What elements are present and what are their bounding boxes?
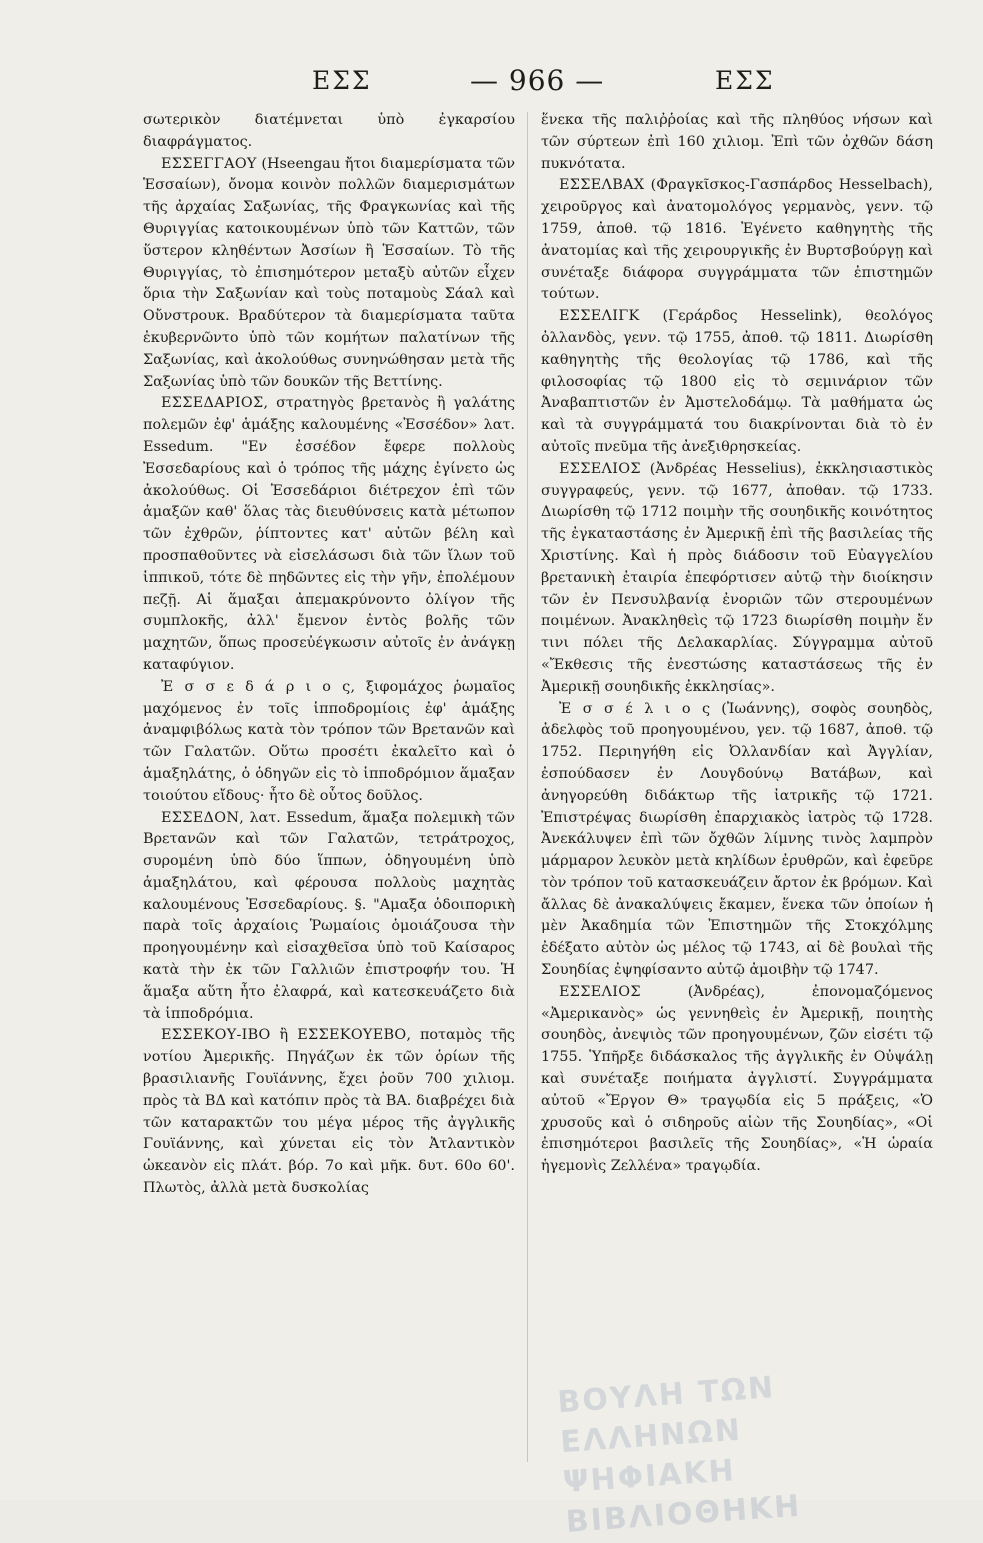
entry-text: ξιφομάχος ῥωμαῖος μαχόμενος ἐν τοῖς ἱπποδρομίοις ἐφ' ἁμάξης ἀναμφιβόλως κατὰ τὸν τρόπον τῶν Βρετανῶν καὶ τῶν Γαλατῶν. Οὕτω προσέτι ἐκαλεῖτο καὶ ὁ ἁμαξηλάτης, ὁ ὁδηγῶν εἰς τὸ ἱπποδρόμιον ἅμαξαν τοιούτου εἴδους· ἦτο δὲ οὗτος δοῦλος. bbox=[143, 678, 515, 804]
entry-essedon bbox=[143, 808, 515, 1026]
entry-hesselius-ioannes bbox=[541, 699, 933, 982]
entry-continuation bbox=[541, 110, 933, 175]
entry-text: λατ. Essedum, ἅμαξα πολεμικὴ τῶν Βρετανῶν καὶ τῶν Γαλατῶν, τετράτροχος, συρομένη ὑπὸ δύο ἵππων, ὁδηγουμένη ὑπὸ ἁμαξηλάτου, καὶ φέρουσα πολλοὺς μαχητὰς καλουμένους Ἐσσεδαρίους. §. "Αμαξα ὁδοιπορικὴ παρὰ τοῖς ἀρχαίοις Ῥωμαίοις ὁμοιάζουσα τὴν προηγουμένην καὶ εἰσαχθεῖσα ὑπὸ τοῦ Καίσαρος κατὰ τὴν ἐκ τῶν Γαλλιῶν ἐπιστροφήν του. Ἡ ἅμαξα αὕτη ἦτο ἐλαφρά, καὶ κατεσκευάζετο διὰ τὰ ἱπποδρόμια. bbox=[143, 809, 515, 1022]
entry-hesselius-andreas bbox=[541, 459, 933, 699]
entry-essedarios-sub bbox=[143, 677, 515, 808]
entry-headword: ΕΣΣΕΛΙΓΚ bbox=[559, 308, 640, 325]
entry-headword: Ἐ σ σ ε δ ά ρ ι ο ς, bbox=[161, 678, 356, 695]
entry-text: (Ἰωάννης), σοφὸς σουηδὸς, ἀδελφὸς τοῦ προηγουμένου, γεν. τῷ 1687, ἀποθ. τῷ 1752. Περιηγήθη εἰς Ὀλλανδίαν καὶ Ἀγγλίαν, ἐσπούδασεν ἐν Λουγδούνῳ Βατάβων, καὶ ἀνηγορεύθη διδάκτωρ τῆς ἰατρικῆς τῷ 1721. Ἐπιστρέψας διωρίσθη ἐπαρχιακὸς ἰατρὸς τῷ 1728. Ἀνεκάλυψεν ἐπὶ τῶν ὄχθῶν λίμνης τινὸς λαμπρὸν μάρμαρον λευκὸν μετὰ κηλίδων ἐρυθρῶν, καὶ ἐφεῦρε τὸν τρόπον τοῦ κατασκευάζειν ἄρτον ἐκ βρόμων. Καὶ ἄλλας δὲ ἀνακαλύψεις ἔκαμεν, ἕνεκα τῶν ὁποίων ἡ μὲν Ἀκαδημία τῶν Ἐπιστημῶν τῆς Στοκχόλμης ἐδέξατο αὐτὸν ὡς μέλος τῷ 1743, αἱ δὲ βουλαὶ τῆς Σουηδίας ἐψηφίσαντο αὐτῷ ἀμοιβὴν τῷ 1747. bbox=[541, 700, 933, 979]
entry-text: ἕνεκα τῆς παλιῤῥοίας καὶ τῆς πληθύος νήσων καὶ τῶν σύρτεων ἐπὶ 160 χιλιομ. Ἐπὶ τῶν ὀχθῶν δάση πυκνότατα. bbox=[541, 112, 933, 172]
entry-text: σωτερικὸν διατέμνεται ὑπὸ ἐγκαρσίου διαφράγματος. bbox=[143, 112, 515, 150]
entry-hesselink bbox=[541, 306, 933, 459]
entry-headword: Ἐ σ σ έ λ ι ο ς bbox=[559, 700, 711, 717]
entry-headword: ΕΣΣΕΔΑΡΙΟΣ, bbox=[161, 395, 269, 412]
entry-headword: ΕΣΣΕΛΙΟΣ bbox=[559, 983, 641, 1000]
entry-text: (Ἀνδρέας), ἐπονομαζόμενος «Ἀμερικανὸς» ὡς γεννηθεὶς ἐν Ἀμερικῇ, ποιητὴς σουηδὸς, ἀνεψιὸς τῶν προηγουμένων, ζῶν εἰσέτι τῷ 1755. Ὑπῆρξε διδάσκαλος τῆς ἀγγλικῆς ἐν Οὐψάλῃ καὶ συνέταξε ποιήματα ἀγγλιστί. Συγγράμματα αὐτοῦ «Ἔργον Θ» τραγῳδία εἰς 5 πράξεις, «Ὁ χρυσοῦς καὶ ὁ σιδηροῦς αἰὼν τῆς Σουηδίας», «Οἱ ἐπισημότεροι βασιλεῖς τῆς Σουηδίας», «Ἡ ὡραία ἡγεμονὶς Ζελλένα» τραγῳδία. bbox=[541, 983, 933, 1175]
entry-text: (Hseengau ἤτοι διαμερίσματα τῶν Ἑσσαίων), ὄνομα κοινὸν πολλῶν διαμερισμάτων τῆς ἀρχαίας Σαξωνίας, τῆς Φραγκωνίας καὶ τῆς Θυριγγίας κατοικουμένων ὑπὸ τῶν Καττῶν, τῶν ὕστερον κληθέντων Ἀσσίων ἢ Ἑσσαίων. Τὸ τῆς Θυριγγίας, τὸ ἐπισημότερον μεταξὺ αὐτῶν εἶχεν ὅρια τὴν Σαξωνίαν καὶ τοὺς ποταμοὺς Σάαλ καὶ Οὔνστρουκ. Βραδύτερον τὰ διαμερίσματα ταῦτα ἐκυβερνῶντο ὑπὸ τῶν κομήτων παλατίνων τῆς Σαξωνίας, καὶ ἀκολούθως συνηνώθησαν μετὰ τῆς Σαξωνίας ὑπὸ τῶν δουκῶν τῆς Βεττίνης. bbox=[143, 155, 515, 390]
entry-hesselbach bbox=[541, 175, 933, 306]
right-guide-word: ΕΣΣ bbox=[715, 66, 775, 95]
entry-headword: ΕΣΣΕΔΟΝ, bbox=[161, 809, 245, 826]
entry-essengau bbox=[143, 154, 515, 394]
entry-headword: ΕΣΣΕΛΙΟΣ bbox=[559, 460, 641, 477]
page-number: — 966 — bbox=[470, 64, 605, 97]
entry-headword: ΕΣΣΕΚΟΥ-ΙΒΟ ἢ ΕΣΣΕΚΟΥΕΒΟ, bbox=[161, 1027, 412, 1044]
entry-essekouibo bbox=[143, 1025, 515, 1199]
entry-essedarios bbox=[143, 393, 515, 676]
entry-text: (Ἀνδρέας Hesselius), ἐκκλησιαστικὸς συγγραφεύς, γενν. τῷ 1677, ἀποθαν. τῷ 1733. Διωρίσθη τῷ 1712 ποιμὴν τῆς σουηδικῆς κοινότητος τῆς ἐγκαταστάσης ἐν Ἀμερικῇ ἐπὶ τῆς βασιλείας τῆς Χριστίνης. Καὶ ἡ πρὸς διάδοσιν τοῦ Εὐαγγελίου βρετανικὴ ἑταιρία ἐπεφόρτισεν αὐτῷ τὴν διοίκησιν τῶν ἐν Πενσυλβανίᾳ ἐνοριῶν τῶν στερουμένων ποιμένων. Ἀνακληθεὶς τῷ 1723 διωρίσθη ποιμὴν ἔν τινι πόλει τῆς Δελακαρλίας. Σύγγραμμα αὐτοῦ «Ἔκθεσις τῆς ἐνεστώσης καταστάσεως τῆς ἐν Ἀμερικῇ σουηδικῆς ἐκκλησίας». bbox=[541, 460, 933, 695]
left-column bbox=[143, 110, 515, 1470]
column-divider bbox=[527, 112, 528, 1462]
watermark-line: ΨΗΦΙΑΚΗ ΒΙΒΛΙΟΘΗΚΗ bbox=[561, 1453, 803, 1541]
entry-text: ποταμὸς τῆς νοτίου Ἀμερικῆς. Πηγάζων ἐκ τῶν ὁρίων τῆς βρασιλιανῆς Γουϊάννης, ἔχει ῥοῦν 700 χιλιομ. πρὸς τὰ ΒΔ καὶ κατόπιν πρὸς τὰ ΒΑ. διαβρέχει διὰ τῶν καταρακτῶν του μέγα μέρος τῆς ἀγγλικῆς Γουϊάννης, καὶ χύνεται εἰς τὸν Ἀτλαντικὸν ὠκεανὸν εἰς πλάτ. βόρ. 7ο καὶ μῆκ. δυτ. 60ο 60'. Πλωτὸς, ἀλλὰ μετὰ δυσκολίας bbox=[143, 1027, 515, 1197]
entry-text: (Φραγκῖσκος-Γασπάρδος Hesselbach), χειροῦργος καὶ ἀνατομολόγος γερμανὸς, γενν. τῷ 1759, ἀποθ. τῷ 1816. Ἐγένετο καθηγητὴς τῆς ἀνατομίας καὶ τῆς χειρουργικῆς ἐν Βυρτσβούργῃ καὶ συνέταξε διάφορα συγγράμματα τῶν ἐπιστημῶν τούτων. bbox=[541, 177, 933, 303]
entry-hesselius-american bbox=[541, 982, 933, 1178]
entry-continuation bbox=[143, 110, 515, 154]
entry-headword: ΕΣΣΕΓΓΑΟΥ bbox=[161, 155, 257, 172]
entry-text: (Γεράρδος Hesselink), θεολόγος ὀλλανδὸς, γενν. τῷ 1755, ἀποθ. τῷ 1811. Διωρίσθη καθηγητὴς τῆς θεολογίας τῷ 1786, καὶ τῆς φιλοσοφίας τῷ 1800 εἰς τὸ σεμινάριον τῶν Ἀναβαπτιστῶν ἐν Ἀμστελοδάμῳ. Τὰ μαθήματα ὡς καὶ τὰ συγγράμματά του διακρίνονται διὰ τὸ ἐν αὐτοῖς πνεῦμα τῆς ἀνεξιθρησκείας. bbox=[541, 308, 933, 455]
left-guide-word: ΕΣΣ bbox=[312, 66, 372, 95]
watermark-line: ΒΟΥΛΗ ΤΩΝ ΕΛΛΗΝΩΝ bbox=[556, 1370, 777, 1461]
entry-headword: ΕΣΣΕΛΒΑΧ bbox=[559, 177, 645, 194]
running-header bbox=[140, 64, 775, 106]
right-column bbox=[541, 110, 933, 1470]
entry-text: στρατηγὸς βρετανὸς ἢ γαλάτης πολεμῶν ἐφ' ἁμάξης καλουμένης «Ἐσσέδον» λατ. Essedum. "Εν ἐσσέδον ἔφερε πολλοὺς Ἐσσεδαρίους καὶ ὁ τρόπος τῆς μάχης ἐγίνετο ὡς ἀκολούθως. Οἱ Ἐσσεδάριοι διέτρεχον ἐπὶ τῶν ἁμαξῶν καθ' ὅλας τὰς διευθύνσεις κατὰ μέτωπον τῶν ἐχθρῶν, ῥίπτοντες κατ' αὐτῶν βέλη καὶ προσπαθοῦντες νὰ εἰσελάσωσι διὰ τῶν ἴλων τοῦ ἱππικοῦ, τότε δὲ πηδῶντες εἰς τὴν γῆν, ἐπολέμουν πεζῇ. Αἱ ἅμαξαι ἀπεμακρύνοντο ὀλίγον τῆς συμπλοκῆς, ἀλλ' ἔμενον ἐντὸς βολῆς τῶν μαχητῶν, ὅπως προσεὐέγκωσιν αὐτοῖς ἐν ἀνάγκῃ καταφύγιον. bbox=[143, 395, 515, 673]
